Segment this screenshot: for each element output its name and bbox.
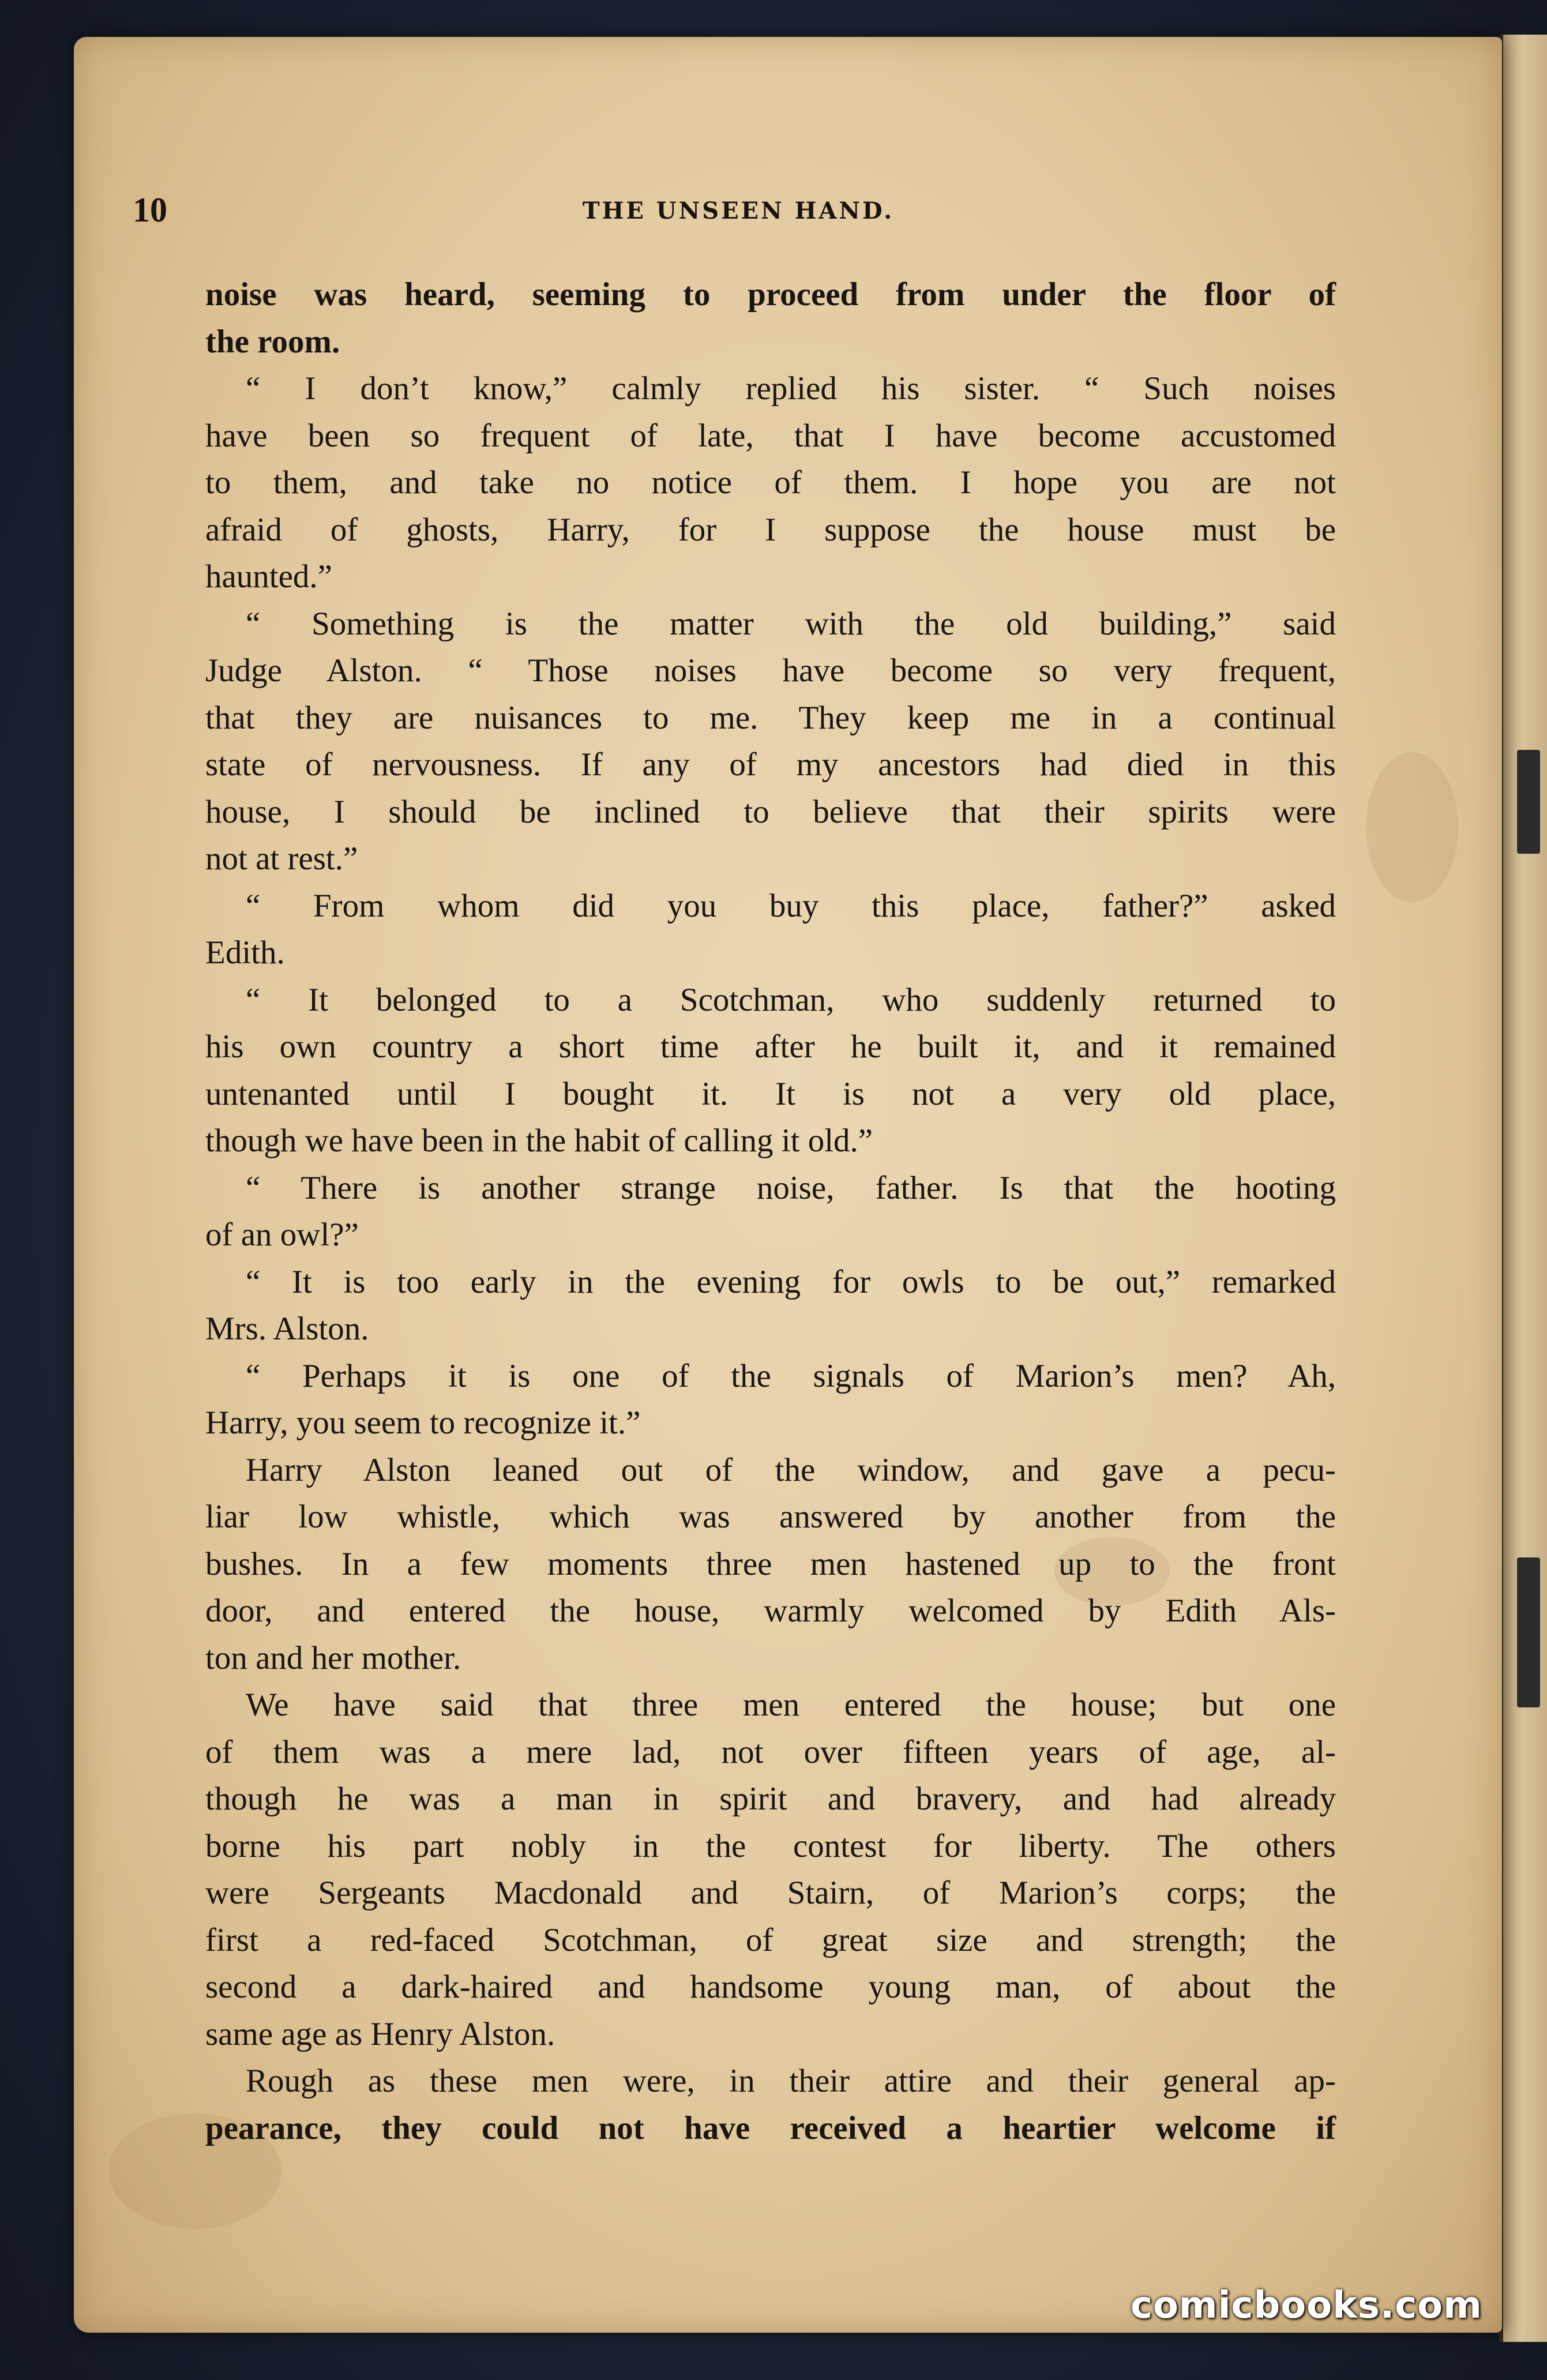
text-line: noise was heard, seeming to proceed from under the floor of [205, 276, 1336, 313]
text-line: Harry, you seem to recognize it.” [205, 1405, 641, 1441]
text-line: “ I don’t know,” calmly replied his sister. “ Such noises [246, 370, 1336, 407]
text-line: “ There is another strange noise, father. Is that the hooting [246, 1169, 1336, 1206]
text-line: second a dark-haired and handsome young man, of about the [205, 1969, 1336, 2005]
page-number: 10 [133, 191, 167, 229]
text-line: “ Something is the matter with the old building,” said [246, 605, 1336, 642]
adjacent-page-edge [1500, 35, 1547, 2342]
text-line: house, I should be inclined to believe that their spirits were [205, 793, 1336, 830]
text-line: untenanted until I bought it. It is not a very old place, [205, 1075, 1336, 1112]
body-text [205, 271, 1336, 2152]
text-line: ton and her mother. [205, 1639, 461, 1676]
text-line: to them, and take no notice of them. I hope you are not [205, 464, 1336, 501]
binding-staple [1517, 1557, 1540, 1707]
text-line: “ Perhaps it is one of the signals of Marion’s men? Ah, [246, 1357, 1336, 1394]
running-head: THE UNSEEN HAND. [582, 197, 895, 224]
text-line: haunted.” [205, 558, 332, 595]
page-header [133, 190, 1344, 248]
text-line: the room. [205, 323, 340, 360]
text-line: borne his part nobly in the contest for liberty. The others [205, 1827, 1336, 1864]
text-line: his own country a short time after he built it, and it remained [205, 1028, 1336, 1065]
text-line: Rough as these men were, in their attire and their general ap- [246, 2063, 1336, 2099]
text-line: though we have been in the habit of calling it old.” [205, 1123, 873, 1159]
text-line: were Sergeants Macdonald and Stairn, of Marion’s corps; the [205, 1875, 1336, 1911]
text-line: that they are nuisances to me. They keep me in a continual [205, 699, 1336, 736]
watermark: comicbooks.com [1131, 2284, 1482, 2327]
text-line: bushes. In a few moments three men hastened up to the front [205, 1545, 1336, 1582]
text-line: first a red-faced Scotchman, of great size and strength; the [205, 1921, 1336, 1958]
binding-staple [1517, 750, 1540, 854]
text-line: “ From whom did you buy this place, father?” asked [246, 887, 1336, 924]
text-line: Edith. [205, 934, 285, 971]
text-line: of an owl?” [205, 1217, 359, 1253]
text-line: same age as Henry Alston. [205, 2015, 555, 2052]
text-line: pearance, they could not have received a heartier welcome if [205, 2109, 1336, 2146]
text-line: Judge Alston. “ Those noises have become so very frequent, [205, 652, 1336, 689]
text-line: “ It is too early in the evening for owls to be out,” remarked [246, 1263, 1336, 1300]
text-line: We have said that three men entered the house; but one [246, 1687, 1336, 1723]
text-line: of them was a mere lad, not over fifteen years of age, al- [205, 1733, 1336, 1770]
text-line: state of nervousness. If any of my ancestors had died in this [205, 746, 1336, 783]
text-line: afraid of ghosts, Harry, for I suppose the house must be [205, 511, 1336, 548]
text-line: have been so frequent of late, that I have become accustomed [205, 417, 1336, 454]
text-line: Mrs. Alston. [205, 1311, 369, 1347]
text-line: not at rest.” [205, 840, 358, 877]
text-line: though he was a man in spirit and bravery, and had already [205, 1781, 1336, 1817]
text-line: door, and entered the house, warmly welcomed by Edith Als- [205, 1593, 1336, 1629]
paper-stain [1366, 752, 1458, 902]
text-line: “ It belonged to a Scotchman, who suddenly returned to [246, 981, 1336, 1018]
text-line: liar low whistle, which was answered by another from the [205, 1499, 1336, 1535]
text-line: Harry Alston leaned out of the window, and gave a pecu- [246, 1451, 1336, 1488]
